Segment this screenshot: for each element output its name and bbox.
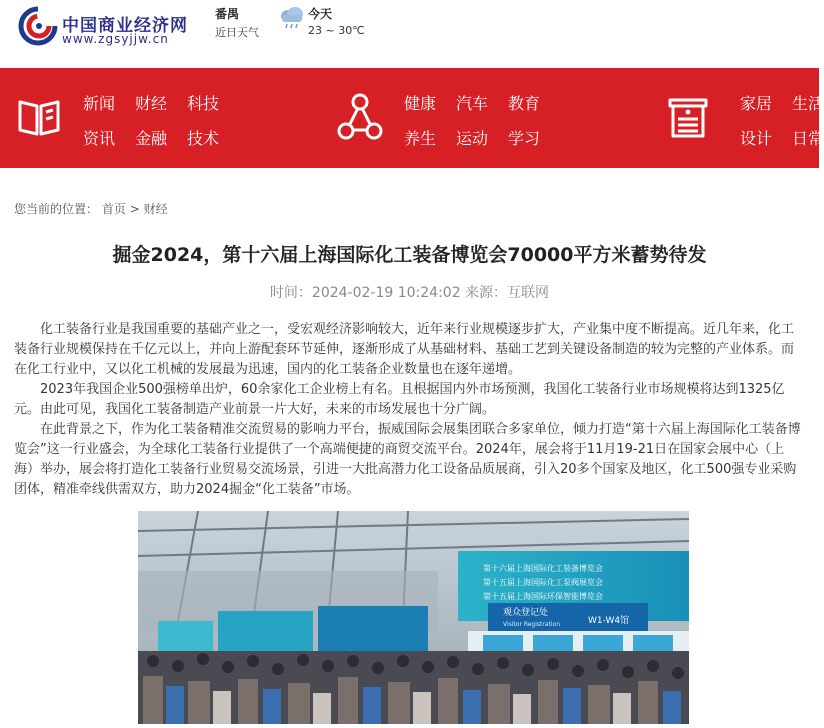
nav-link-auto[interactable]: 汽车 xyxy=(456,94,489,113)
top-bar xyxy=(0,0,819,68)
weather-label: 近日天气 xyxy=(215,26,259,39)
nav-link-technology[interactable]: 技术 xyxy=(187,129,220,148)
breadcrumb-separator: > xyxy=(129,202,140,216)
book-icon xyxy=(16,94,62,140)
nav-link-health[interactable]: 健康 xyxy=(404,94,437,113)
article-body xyxy=(14,320,802,500)
nav-link-education[interactable]: 教育 xyxy=(508,94,541,113)
banner-line-1: 第十六届上海国际化工装备博览会 xyxy=(483,564,603,573)
registration-title: 观众登记处 xyxy=(503,608,549,618)
article-meta: 时间：2024-02-19 10:24:02 来源：互联网 xyxy=(269,285,550,301)
logo-swirl-icon xyxy=(18,6,58,46)
nav-link-life[interactable]: 生活 xyxy=(792,94,824,113)
molecule-icon xyxy=(336,92,384,142)
nav-link-wellness[interactable]: 养生 xyxy=(404,129,437,148)
article-paragraph: 化工装备行业是我国重要的基础产业之一，受宏观经济影响较大，近年来行业规模逐步扩大，产业集中度不断提高。近几年来，化工装备行业规模保持在千亿元以上，并向上游配套环节延伸，逐渐形成了从基础材料、基础工艺到关键设备制造的较为完整的产业体系。而在化工行业中，又以化工机械的发展最为迅速，国内的化工装备企业数量也在逐年递增。 xyxy=(14,322,795,377)
nav-link-study[interactable]: 学习 xyxy=(508,129,541,148)
registration-subtitle: Visitor Registration xyxy=(503,621,561,628)
nav-link-home[interactable]: 家居 xyxy=(740,94,773,113)
nav-link-info[interactable]: 资讯 xyxy=(83,129,116,148)
logo-name: 中国商业经济网 xyxy=(62,16,188,36)
banner-line-2: 第十五届上海国际化工泵阀展览会 xyxy=(483,578,603,587)
article-photo xyxy=(138,511,689,724)
main-nav xyxy=(0,68,824,168)
banner-line-3: 第十五届上海国际环保智能博览会 xyxy=(483,592,603,601)
nav-link-daily[interactable]: 日常 xyxy=(792,129,824,148)
nav-link-tech[interactable]: 科技 xyxy=(187,94,220,113)
nav-link-news[interactable]: 新闻 xyxy=(83,94,116,113)
article-title: 掘金2024，第十六届上海国际化工装备博览会70000平方米蓄势待发 xyxy=(112,244,707,266)
weather-city: 番禺 xyxy=(215,7,240,21)
document-icon xyxy=(666,94,710,140)
article-paragraph: 2023年我国企业500强榜单出炉，60余家化工企业榜上有名。且根据国内外市场预测，我国化工装备行业市场规模将达到1325亿元。由此可见，我国化工装备制造产业前景一片大好，未来的市场发展也十分广阔。 xyxy=(14,382,785,417)
nav-link-sports[interactable]: 运动 xyxy=(456,129,489,148)
nav-link-banking[interactable]: 金融 xyxy=(135,129,168,148)
breadcrumb-current-link[interactable]: 财经 xyxy=(143,202,168,216)
site-logo[interactable] xyxy=(18,6,188,50)
article-paragraph: 在此背景之下，作为化工装备精准交流贸易的影响力平台，振威国际会展集团联合多家单位，倾力打造“第十六届上海国际化工装备博览会”这一行业盛会，为全球化工装备行业提供了一个高端便捷的商贸交流平台。2024年，展会将于11月19-21日在国家会展中心（上海）举办，展会将打造化工装备行业贸易交流场景，引进一大批高潜力化工设备品质展商，引入20多个国家及地区，化工500强专业采购团体，精准牵线供需双方，助力2024掘金“化工装备”市场。 xyxy=(14,422,801,497)
breadcrumb xyxy=(14,200,168,217)
weather-today: 今天 xyxy=(308,7,333,21)
weather-temp: 23 ~ 30℃ xyxy=(308,24,365,37)
breadcrumb-home-link[interactable]: 首页 xyxy=(101,202,126,216)
nav-link-design[interactable]: 设计 xyxy=(740,129,773,148)
nav-link-finance[interactable]: 财经 xyxy=(135,94,168,113)
logo-url: www.zgsyjjw.cn xyxy=(62,32,169,46)
cloud-rain-icon xyxy=(278,5,306,31)
expo-hall-photo xyxy=(138,511,689,724)
hall-label: W1-W4馆 xyxy=(588,616,630,626)
breadcrumb-prefix: 您当前的位置： xyxy=(14,202,99,216)
